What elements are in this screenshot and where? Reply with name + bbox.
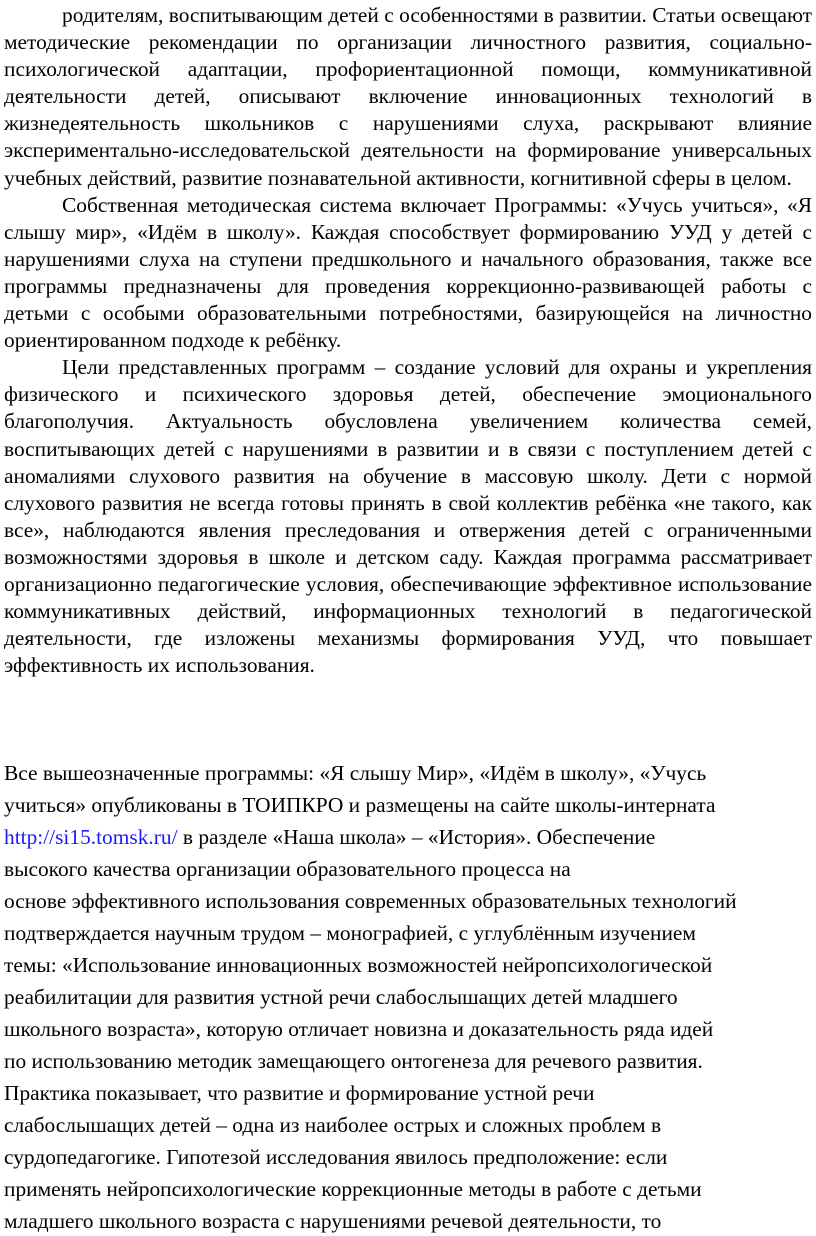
text-line: высокого качества организации образовательного процесса на xyxy=(4,857,571,881)
text-line: школьного возраста», которую отличает новизна и доказательность ряда идей xyxy=(4,1017,714,1041)
text-line: сурдопедагогике. Гипотезой исследования явилось предположение: если xyxy=(4,1145,668,1169)
text-line-rest: в разделе «Наша школа» – «История». Обеспечение xyxy=(177,825,656,849)
text-line: применять нейропсихологические коррекционные методы в работе с детьми xyxy=(4,1177,702,1201)
text-line: основе эффективного использования современных образовательных технологий xyxy=(4,889,737,913)
paragraph-intro: родителям, воспитывающим детей с особенностями в развитии. Статьи освещают методические рекомендации по организации личностного развития, социально-психологической адаптации, профориентационной помощи, коммуникативной деятельности детей, описывают включение инновационных технологий в жизнедеятельность школьников с нарушениями слуха, раскрывают влияние экспериментально-исследовательской деятельности на формирование универсальных учебных действий, развитие познавательной активности, когнитивной сферы в целом. xyxy=(4,3,812,190)
justified-text-block xyxy=(4,2,812,679)
text-line: по использованию методик замещающего онтогенеза для речевого развития. xyxy=(4,1049,703,1073)
text-line: подтверждается научным трудом – монографией, с углублённым изучением xyxy=(4,921,696,945)
paragraph-methodical-system: Собственная методическая система включает Программы: «Учусь учиться», «Я слышу мир», «Идём в школу». Каждая способствует формированию УУД у детей с нарушениями слуха на ступени предшкольного и начального образования, также все программы предназначены для проведения коррекционно-развивающей работы с детьми с особыми образовательными потребностями, базирующейся на личностно ориентированном подходе к ребёнку. xyxy=(4,192,812,353)
school-website-link[interactable]: http://si15.tomsk.ru/ xyxy=(4,825,178,849)
text-line: учиться» опубликованы в ТОИПКРО и размещены на сайте школы-интерната xyxy=(4,793,716,817)
text-line: Практика показывает, что развитие и формирование устной речи xyxy=(4,1081,595,1105)
paragraph-program-goals: Цели представленных программ – создание условий для охраны и укрепления физического и психического здоровья детей, обеспечение эмоционального благополучия. Актуальность обусловлена увеличением количества семей, воспитывающих детей с нарушениями в развитии и в связи с поступлением детей с аномалиями слухового развития на обучение в массовую школу. Дети с нормой слухового развития не всегда готовы принять в свой коллектив ребёнка «не такого, как все», наблюдаются явления преследования и отвержения детей с ограниченными возможностями здоровья в школе и детском саду. Каждая программа рассматривает организационно педагогические условия, обеспечивающие эффективное использование коммуникативных действий, информационных технологий в педагогической деятельности, где изложены механизмы формирования УУД, что повышает эффективность их использования. xyxy=(4,355,812,678)
text-line: Все вышеозначенные программы: «Я слышу Мир», «Идём в школу», «Учусь xyxy=(4,761,707,785)
text-line: темы: «Использование инновационных возможностей нейропсихологической xyxy=(4,953,713,977)
text-line: реабилитации для развития устной речи слабослышащих детей младшего xyxy=(4,985,678,1009)
text-line: слабослышащих детей – одна из наиболее острых и сложных проблем в xyxy=(4,1113,662,1137)
text-line-with-link xyxy=(4,821,814,853)
text-line: младшего школьного возраста с нарушениями речевой деятельности, то xyxy=(4,1209,662,1233)
loose-text-block xyxy=(4,757,814,1236)
